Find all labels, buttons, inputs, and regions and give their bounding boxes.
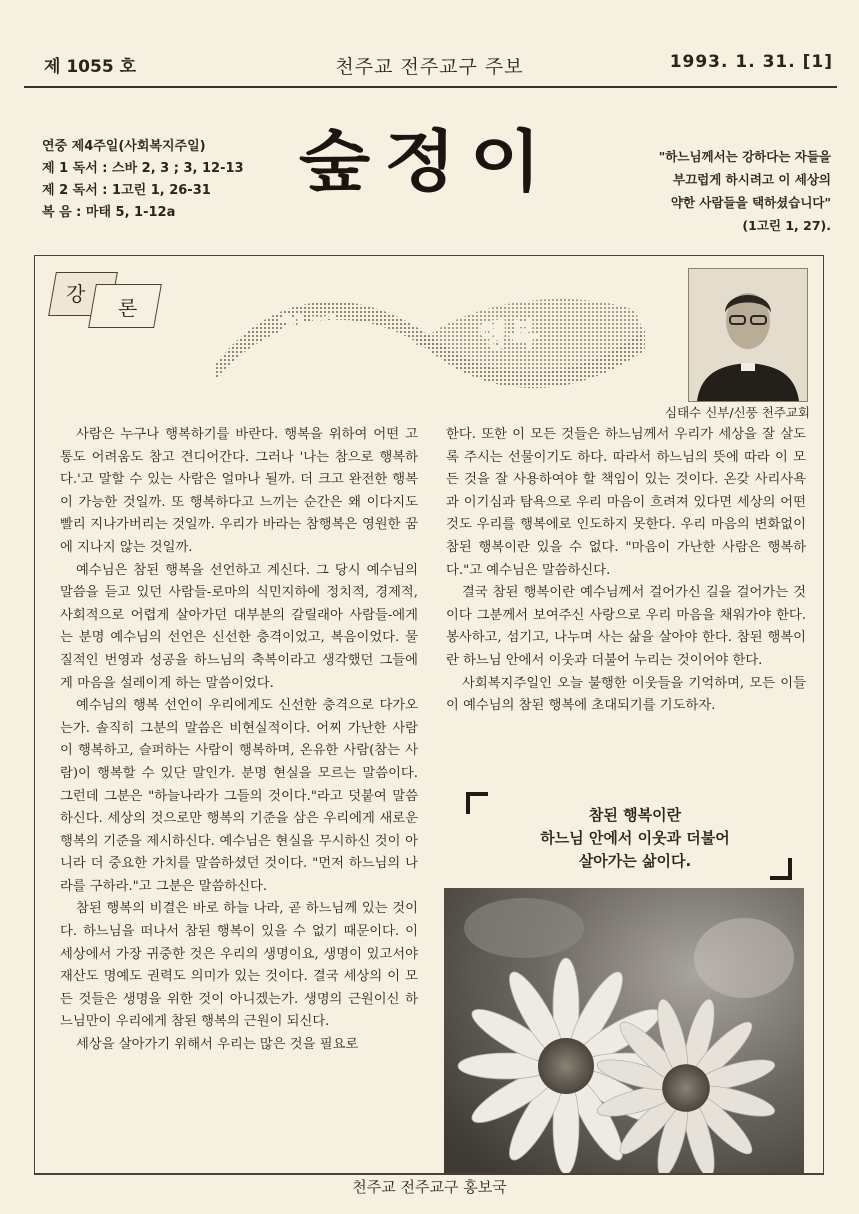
verse-line: 부끄럽게 하시려고 이 세상의: [673, 172, 831, 187]
lectionary-line: 제 2 독서 : 1고린 1, 26-31: [42, 183, 211, 198]
section-tag-char-2: 론: [118, 296, 138, 320]
author-photo: [688, 268, 808, 402]
daisy-photo: [444, 888, 804, 1174]
lectionary-line: 연중 제4주일(사회복지주일): [42, 139, 206, 154]
verse-reference: (1고린 1, 27).: [742, 218, 831, 233]
author-credit: 심태수 신부/신풍 천주교회: [665, 405, 810, 420]
section-tag: [52, 272, 162, 326]
scripture-quote: [616, 145, 831, 237]
paragraph: 사람은 누구나 행복하기를 바란다. 행복을 위하여 어떤 고통도 어려움도 참고 견디어간다. 그러나 '나는 참으로 행복하다.'고 말할 수 있는 사람은 얼마나 될까. 더 크고 완전한 행복이 가능한 것일까. 또 행복하다고 느끼는 순간은 왜 이다지도 빨리 지나가버리는 것일까. 우리가 바라는 참행복은 영원한 꿈에 지나지 않는 것일까.: [60, 427, 418, 555]
paragraph: 예수님의 행복 선언이 우리에게도 신선한 충격으로 다가오는가. 솔직히 그분의 말씀은 비현실적이다. 어찌 가난한 사람이 행복하고, 슬퍼하는 사람이 행복하며, 온유한 사람(참는 사람)이 행복할 수 있단 말인가. 분명 현실을 모르는 말씀이다. 그런데 그분은 "하늘나라가 그들의 것이다."라고 덧붙여 말씀하신다. 세상의 것으로만 행복의 기준을 삼은 우리에게 새로운 행복의 기준을 제시하신다. 예수님은 현실을 무시하신 것이 아니라 더 중요한 가치를 말씀하셨던 것이다. "먼저 하느님의 나라를 구하라."고 그분은 말씀하신다.: [60, 698, 418, 894]
paragraph: 예수님은 참된 행복을 선언하고 계신다. 그 당시 예수님의 말씀을 듣고 있던 사람들-로마의 식민지하에 정치적, 경제적, 사회적으로 어렵게 살아가던 대부분의 갈릴래아 사람들-에게는 분명 예수님의 선언은 신선한 충격이었고, 복음이었다. 물질적인 번영과 성공을 하느님의 축복이라고 생각했던 그들에게 마음을 설레이게 하는 말씀이었다.: [60, 562, 418, 691]
pull-quote-line: 하느님 안에서 이웃과 더불어: [540, 829, 730, 847]
header-rule: [24, 86, 837, 88]
lectionary-line: 제 1 독서 : 스바 2, 3 ; 3, 12-13: [42, 161, 244, 176]
article-column-2: [446, 424, 806, 718]
title-part-1: 참된: [278, 313, 340, 348]
quote-bracket-close: [770, 858, 792, 880]
paragraph: 세상을 살아가기 위해서 우리는 많은 것을 필요로: [76, 1037, 359, 1053]
footer-rule: [34, 1173, 824, 1175]
lectionary-line: 복 음 : 마태 5, 1-12a: [42, 205, 176, 220]
paragraph: 결국 참된 행복이란 예수님께서 걸어가신 길을 걸어가는 것이다 그분께서 보여주신 사랑으로 우리 마음을 채워가야 한다. 봉사하고, 섬기고, 나누며 사는 삶을 살아야 한다. 참된 행복이란 하느님 안에서 이웃과 더불어 누리는 것이어야 한다.: [446, 585, 806, 668]
pull-quote-line: 살아가는 삶이다.: [578, 852, 692, 870]
verse-line: "하느님께서는 강하다는 자들을: [658, 149, 831, 164]
paragraph: 참된 행복의 비결은 바로 하늘 나라, 곧 하느님께 있는 것이다. 하느님을 떠나서 참된 행복이 있을 수 없기 때문이다. 이 세상에서 가장 귀중한 것은 우리의 생명이요, 생명이 있고서야 재산도 명예도 권력도 의미가 있는 것이다. 결국 세상의 이 모든 것들은 생명을 위한 것이 아니겠는가. 생명의 근원이신 하느님만이 우리에게 참된 행복의 근원이 되신다.: [60, 901, 418, 1030]
issue-date: 1993. 1. 31. [1]: [669, 52, 833, 72]
pull-quote-line: 참된 행복이란: [588, 806, 682, 824]
verse-line: 약한 사람들을 택하셨습니다": [670, 195, 831, 210]
paragraph: 사회복지주일인 오늘 불행한 이웃들을 기억하며, 모든 이들이 예수님의 참된 행복에 초대되기를 기도하자.: [446, 675, 806, 714]
lectionary-block: [42, 136, 272, 224]
article-column-1: [60, 424, 418, 1057]
paragraph: 한다. 또한 이 모든 것들은 하느님께서 우리가 세상을 잘 살도록 주시는 선물이기도 하다. 따라서 하느님의 뜻에 따라 이 모든 것을 잘 사용하여야 할 책임이 있는 것이다. 온갖 사리사욕과 이기심과 탐욕으로 우리 마음이 흐려져 있다면 세상의 어떤 것도 우리를 행복에로 인도하지 못한다. 우리 마음의 변화없이 참된 행복이란 있을 수 없다. "마음이 가난한 사람은 행복하다."고 예수님은 말씀하신다.: [446, 427, 806, 578]
pull-quote: [460, 798, 810, 878]
publisher-title: 천주교 전주교구 주보: [335, 56, 524, 78]
issue-number: 제 1055 호: [44, 57, 136, 77]
title-part-2: 행복: [478, 318, 540, 353]
footer-publisher: 천주교 전주교구 홍보국: [352, 1178, 507, 1196]
masthead-logo: 숲정이: [298, 123, 556, 201]
section-tag-char-1: 강: [66, 282, 86, 306]
